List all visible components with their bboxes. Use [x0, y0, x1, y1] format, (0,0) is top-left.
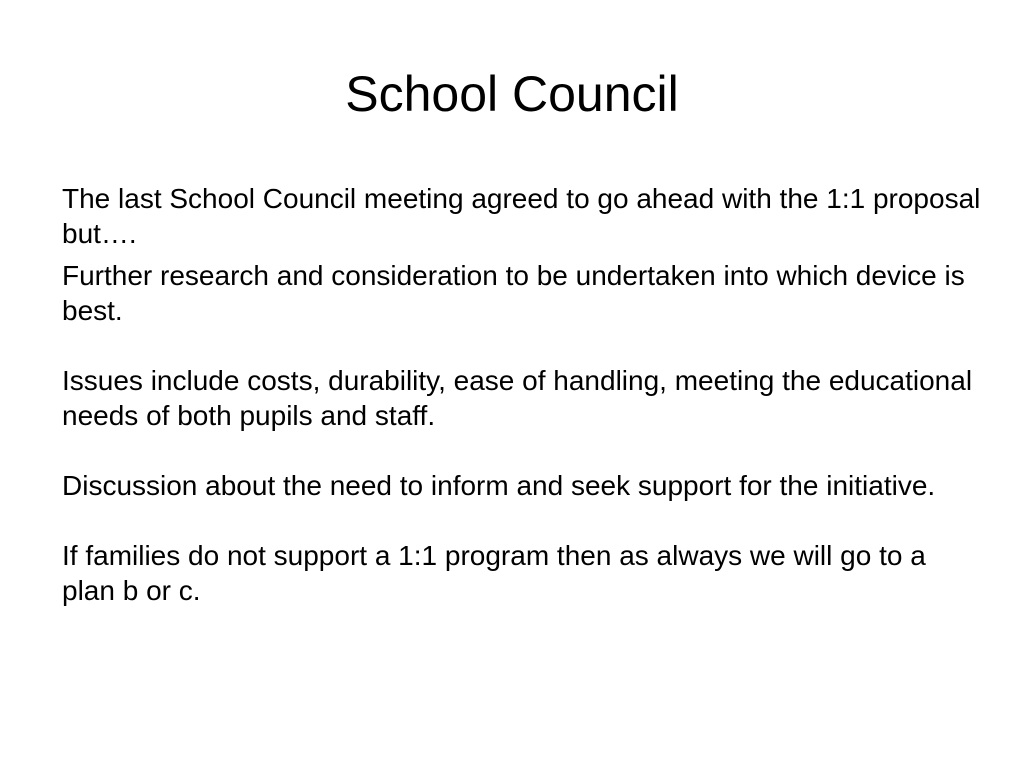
- body-paragraph-2: Further research and consideration to be undertaken into which device is best.: [62, 260, 965, 326]
- slide-body: [62, 181, 982, 608]
- body-paragraph-3: Issues include costs, durability, ease of handling, meeting the educational needs of both pupils and staff.: [62, 365, 973, 431]
- body-paragraph-4: Discussion about the need to inform and seek support for the initiative.: [62, 470, 936, 501]
- body-paragraph-5: If families do not support a 1:1 program then as always we will go to a plan b or c.: [62, 540, 926, 606]
- slide-title: School Council: [345, 66, 679, 122]
- body-paragraph-1: The last School Council meeting agreed to go ahead with the 1:1 proposal but….: [62, 183, 981, 249]
